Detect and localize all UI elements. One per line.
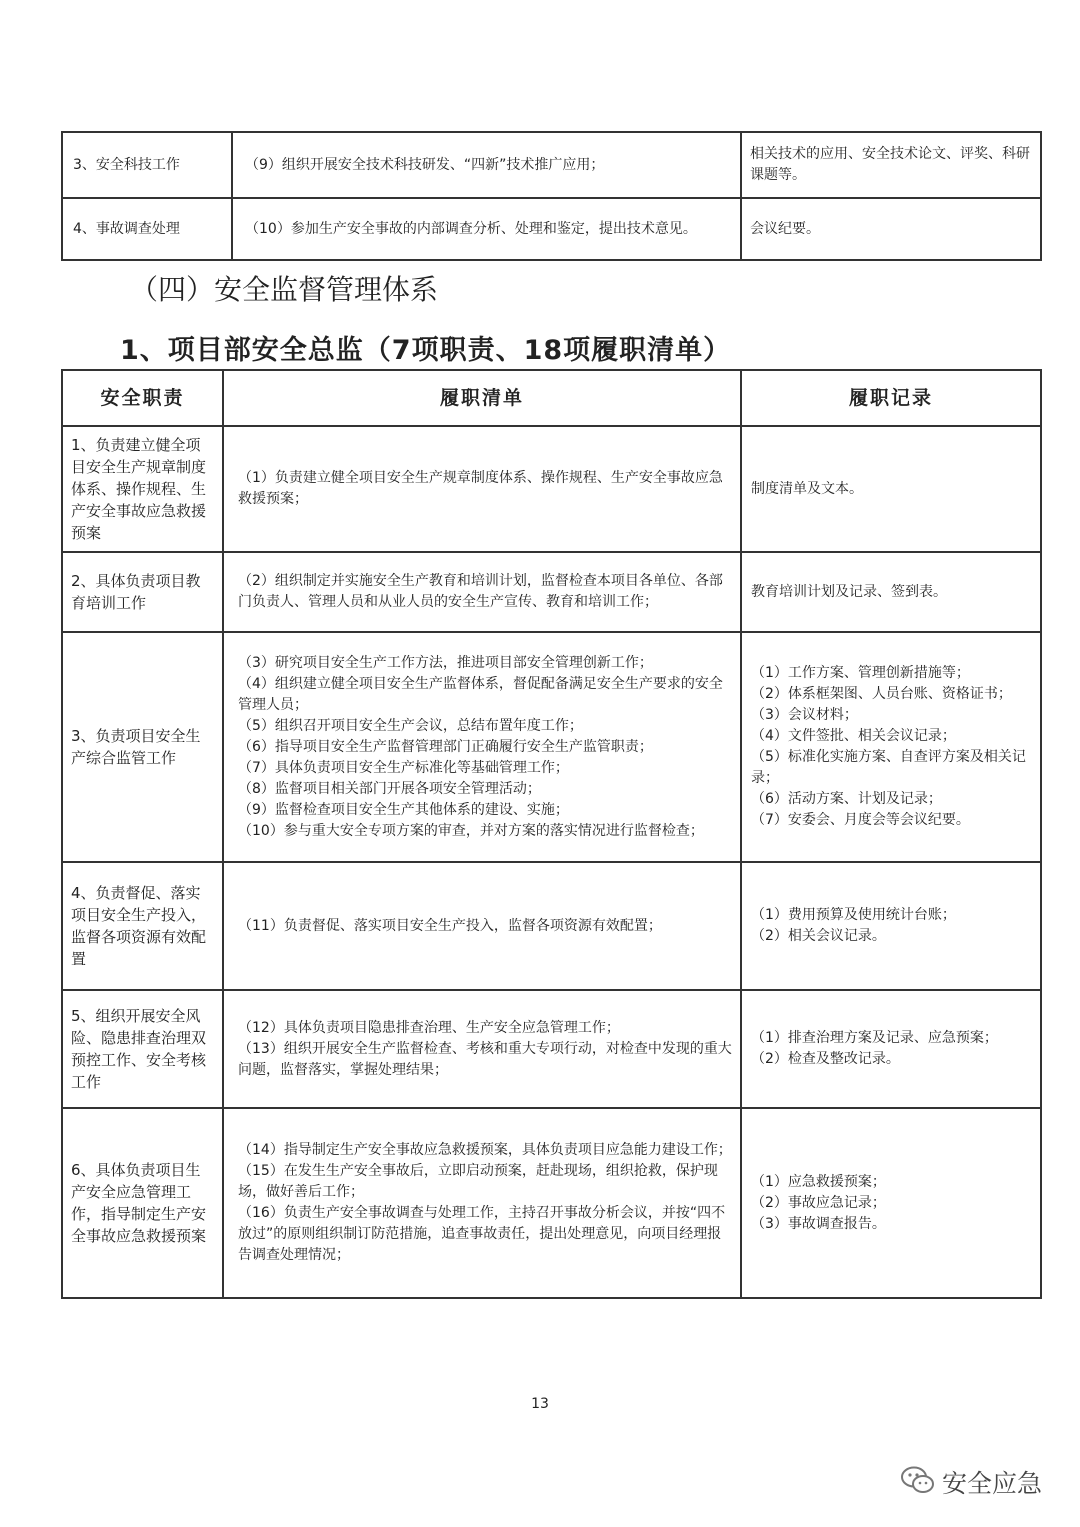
record-line: 相关技术的应用、安全技术论文、评奖、科研课题等。 [750, 146, 1030, 183]
record-line: （2）检查及整改记录。 [751, 1051, 900, 1067]
item-line: （1）负责建立健全项目安全生产规章制度体系、操作规程、生产安全事故应急救援预案； [238, 470, 723, 507]
record-line: （1）应急救援预案； [751, 1173, 886, 1190]
section-heading: （四）安全监督管理体系 [130, 273, 439, 306]
item-line: （10）参加生产安全事故的内部调查分析、处理和鉴定，提出技术意见。 [245, 220, 697, 237]
record-line: （1）工作方案、管理创新措施等； [751, 665, 970, 681]
item-line: （12）具体负责项目隐患排查治理、生产安全应急管理工作； [238, 1019, 620, 1036]
duty-table [61, 369, 1042, 1299]
continued-table [61, 131, 1042, 261]
record-line: 教育培训计划及记录、签到表。 [751, 583, 947, 600]
records-cell [741, 426, 1041, 552]
item-line: （13）组织开展安全生产监督检查、考核和重大专项行动，对检查中发现的重大问题，监督落实，掌握处理结果； [238, 1040, 732, 1078]
item-line: （9）监督检查项目安全生产其他体系的建设、实施； [238, 801, 569, 818]
duty-cell: 6、具体负责项目生产安全应急管理工作，指导制定生产安全事故应急救援预案 [62, 1108, 223, 1298]
items-cell [223, 862, 741, 990]
duty-cell: 5、组织开展安全风险、隐患排查治理双预控工作、安全考核工作 [62, 990, 223, 1108]
record-line: （2）体系框架图、人员台账、资格证书； [751, 686, 1012, 702]
records-cell [741, 862, 1041, 990]
item-line: （9）组织开展安全技术科技研发、“四新”技术推广应用； [245, 156, 605, 173]
items-cell [232, 132, 741, 198]
sub-heading: 1、项目部安全总监（7项职责、18项履职清单） [120, 335, 732, 366]
item-line: （11）负责督促、落实项目安全生产投入，监督各项资源有效配置； [238, 917, 662, 934]
items-cell [223, 1108, 741, 1298]
items-cell [232, 198, 741, 260]
record-line: （4）文件签批、相关会议记录； [751, 728, 956, 744]
item-line: （10）参与重大安全专项方案的审查，并对方案的落实情况进行监督检查； [238, 822, 704, 839]
item-line: （3）研究项目安全生产工作方法，推进项目部安全管理创新工作； [238, 654, 653, 671]
record-line: （5）标准化实施方案、自查评方案及相关记录； [751, 749, 1026, 786]
table-row [62, 1108, 1041, 1298]
item-line: （4）组织建立健全项目安全生产监督体系，督促配备满足安全生产要求的安全管理人员； [238, 675, 723, 713]
record-line: 会议纪要。 [750, 220, 820, 237]
header-records: 履职记录 [741, 370, 1041, 426]
record-line: （3）会议材料； [751, 707, 858, 723]
table-header-row [62, 370, 1041, 426]
wechat-icon [900, 1465, 936, 1499]
records-cell [741, 632, 1041, 862]
record-line: 制度清单及文本。 [751, 480, 863, 497]
record-line: （2）事故应急记录； [751, 1194, 886, 1211]
items-cell [223, 632, 741, 862]
record-line: （7）安委会、月度会等会议纪要。 [751, 812, 970, 828]
record-line: （6）活动方案、计划及记录； [751, 791, 942, 807]
header-duty: 安全职责 [62, 370, 223, 426]
item-line: （7）具体负责项目安全生产标准化等基础管理工作； [238, 759, 569, 776]
item-line: （5）组织召开项目安全生产会议，总结布置年度工作； [238, 717, 583, 734]
watermark [900, 1464, 1042, 1500]
duty-cell: 3、负责项目安全生产综合监管工作 [62, 632, 223, 862]
watermark-text: 安全应急 [942, 1469, 1043, 1498]
records-cell [741, 1108, 1041, 1298]
duty-cell: 4、负责督促、落实项目安全生产投入，监督各项资源有效配置 [62, 862, 223, 990]
item-line: （14）指导制定生产安全事故应急救援预案，具体负责项目应急能力建设工作； [238, 1142, 732, 1158]
record-line: （1）排查治理方案及记录、应急预案； [751, 1030, 998, 1046]
table-row [62, 862, 1041, 990]
item-line: （16）负责生产安全事故调查与处理工作，主持召开事故分析会议，并按“四不放过”的原则组织制订防范措施，追查事故责任，提出处理意见，向项目经理报告调查处理情况； [238, 1205, 726, 1263]
record-line: （1）费用预算及使用统计台账； [751, 907, 956, 923]
duty-cell: 2、具体负责项目教育培训工作 [62, 552, 223, 632]
record-line: （2）相关会议记录。 [751, 928, 886, 944]
items-cell [223, 552, 741, 632]
table-row [62, 426, 1041, 552]
record-line: （3）事故调查报告。 [751, 1215, 886, 1232]
item-line: （15）在发生生产安全事故后，立即启动预案，赶赴现场，组织抢救，保护现场，做好善后工作； [238, 1163, 718, 1200]
item-line: （8）监督项目相关部门开展各项安全管理活动； [238, 780, 541, 797]
duty-cell: 1、负责建立健全项目安全生产规章制度体系、操作规程、生产安全事故应急救援预案 [62, 426, 223, 552]
page-number: 13 [531, 1396, 549, 1412]
duty-cell: 4、事故调查处理 [62, 198, 232, 260]
records-cell [741, 132, 1041, 198]
records-cell [741, 552, 1041, 632]
records-cell [741, 990, 1041, 1108]
table-row [62, 132, 1041, 198]
table-row [62, 552, 1041, 632]
records-cell [741, 198, 1041, 260]
table-row [62, 632, 1041, 862]
header-items: 履职清单 [223, 370, 741, 426]
item-line: （6）指导项目安全生产监督管理部门正确履行安全生产监管职责； [238, 738, 653, 755]
table-row [62, 198, 1041, 260]
duty-cell: 3、安全科技工作 [62, 132, 232, 198]
item-line: （2）组织制定并实施安全生产教育和培训计划，监督检查本项目各单位、各部门负责人、管理人员和从业人员的安全生产宣传、教育和培训工作； [238, 573, 723, 610]
items-cell [223, 990, 741, 1108]
table-row [62, 990, 1041, 1108]
items-cell [223, 426, 741, 552]
